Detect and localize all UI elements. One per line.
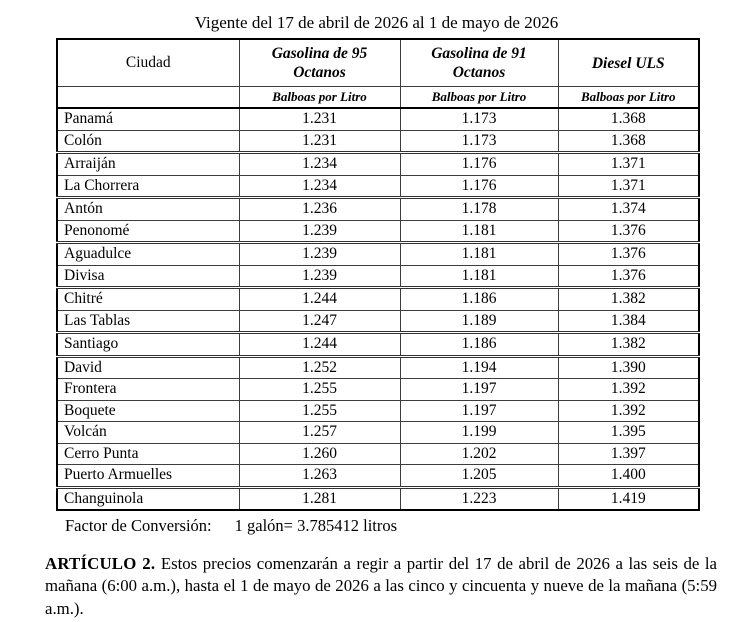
price-cell-diesel: 1.382 (558, 333, 699, 357)
price-cell-g91: 1.202 (400, 443, 558, 465)
city-cell: Changuinola (57, 487, 239, 510)
price-cell-diesel: 1.392 (558, 379, 699, 401)
table-row (57, 356, 699, 379)
price-cell-diesel: 1.371 (558, 153, 699, 176)
price-cell-g95: 1.234 (239, 175, 400, 198)
units-cell-gasolina-95: Balboas por Litro (239, 87, 400, 109)
table-row (57, 400, 699, 422)
price-cell-g95: 1.231 (239, 108, 400, 130)
city-cell: Puerto Armuelles (57, 465, 239, 488)
city-cell: Colón (57, 130, 239, 153)
conversion-factor-label: Factor de Conversión: (65, 516, 212, 535)
price-cell-diesel: 1.374 (558, 198, 699, 221)
price-cell-g91: 1.176 (400, 153, 558, 176)
price-cell-g95: 1.263 (239, 465, 400, 488)
column-header-gasolina-95: Gasolina de 95 Octanos (239, 39, 400, 87)
price-cell-g95: 1.231 (239, 130, 400, 153)
price-cell-g91: 1.181 (400, 243, 558, 266)
price-cell-g95: 1.244 (239, 333, 400, 357)
city-cell: Volcán (57, 422, 239, 444)
city-cell: Chitré (57, 288, 239, 311)
price-cell-diesel: 1.368 (558, 108, 699, 130)
price-cell-g95: 1.252 (239, 356, 400, 379)
price-cell-g95: 1.260 (239, 443, 400, 465)
conversion-factor-line (65, 516, 753, 536)
table-row (57, 310, 699, 333)
price-cell-g95: 1.239 (239, 243, 400, 266)
city-cell: Arraiján (57, 153, 239, 176)
price-cell-g95: 1.239 (239, 265, 400, 288)
price-cell-g91: 1.205 (400, 465, 558, 488)
column-header-gasolina-91: Gasolina de 91 Octanos (400, 39, 558, 87)
city-cell: Aguadulce (57, 243, 239, 266)
price-cell-diesel: 1.371 (558, 175, 699, 198)
article-2-body: Estos precios comenzarán a regir a partir del 17 de abril de 2026 a las seis de la mañana (6:00 a.m.), hasta el 1 de mayo de 2026 a las cinco y cincuenta y nueve de la mañana (5:59 a.m.). (45, 554, 718, 618)
price-cell-g95: 1.234 (239, 153, 400, 176)
city-cell: Frontera (57, 379, 239, 401)
price-cell-g95: 1.255 (239, 400, 400, 422)
table-row (57, 443, 699, 465)
fuel-price-table-header (57, 39, 699, 108)
price-cell-diesel: 1.382 (558, 288, 699, 311)
city-cell: David (57, 356, 239, 379)
price-cell-g95: 1.247 (239, 310, 400, 333)
price-cell-g95: 1.255 (239, 379, 400, 401)
price-cell-g91: 1.194 (400, 356, 558, 379)
price-table-body (57, 108, 699, 510)
table-row (57, 465, 699, 488)
table-row (57, 130, 699, 153)
price-cell-g95: 1.239 (239, 220, 400, 243)
price-cell-diesel: 1.419 (558, 487, 699, 510)
price-cell-g91: 1.223 (400, 487, 558, 510)
price-cell-g91: 1.197 (400, 400, 558, 422)
city-cell: La Chorrera (57, 175, 239, 198)
table-row (57, 108, 699, 130)
table-row (57, 379, 699, 401)
city-cell: Las Tablas (57, 310, 239, 333)
price-cell-diesel: 1.395 (558, 422, 699, 444)
conversion-factor-value: 1 galón= 3.785412 litros (234, 516, 398, 535)
price-cell-g95: 1.281 (239, 487, 400, 510)
price-cell-g91: 1.197 (400, 379, 558, 401)
table-row (57, 422, 699, 444)
table-row (57, 487, 699, 510)
price-cell-g91: 1.178 (400, 198, 558, 221)
city-cell: Cerro Punta (57, 443, 239, 465)
header-row (57, 39, 699, 87)
city-cell: Penonomé (57, 220, 239, 243)
city-cell: Divisa (57, 265, 239, 288)
table-row (57, 265, 699, 288)
price-cell-diesel: 1.397 (558, 443, 699, 465)
price-cell-diesel: 1.376 (558, 243, 699, 266)
table-row (57, 333, 699, 357)
price-cell-g91: 1.173 (400, 130, 558, 153)
price-cell-g95: 1.244 (239, 288, 400, 311)
units-cell-gasolina-91: Balboas por Litro (400, 87, 558, 109)
table-row (57, 220, 699, 243)
price-cell-g91: 1.186 (400, 288, 558, 311)
units-cell-diesel-uls: Balboas por Litro (558, 87, 699, 109)
column-header-diesel-uls: Diesel ULS (558, 39, 699, 87)
fuel-price-table (56, 38, 700, 511)
table-row (57, 288, 699, 311)
validity-period-title: Vigente del 17 de abril de 2026 al 1 de mayo de 2026 (194, 13, 559, 32)
price-cell-g95: 1.257 (239, 422, 400, 444)
price-cell-g91: 1.176 (400, 175, 558, 198)
price-cell-diesel: 1.400 (558, 465, 699, 488)
price-cell-diesel: 1.390 (558, 356, 699, 379)
table-row (57, 153, 699, 176)
table-row (57, 243, 699, 266)
price-cell-diesel: 1.384 (558, 310, 699, 333)
city-cell: Boquete (57, 400, 239, 422)
city-cell: Panamá (57, 108, 239, 130)
price-cell-g91: 1.173 (400, 108, 558, 130)
price-cell-g91: 1.181 (400, 220, 558, 243)
price-cell-diesel: 1.392 (558, 400, 699, 422)
price-cell-diesel: 1.376 (558, 265, 699, 288)
price-cell-g91: 1.181 (400, 265, 558, 288)
article-2-paragraph (45, 553, 717, 620)
price-cell-g91: 1.186 (400, 333, 558, 357)
price-cell-g91: 1.189 (400, 310, 558, 333)
city-cell: Santiago (57, 333, 239, 357)
price-cell-g95: 1.236 (239, 198, 400, 221)
units-cell-empty (57, 87, 239, 109)
table-row (57, 175, 699, 198)
price-cell-diesel: 1.376 (558, 220, 699, 243)
table-row (57, 198, 699, 221)
city-cell: Antón (57, 198, 239, 221)
article-2-heading: ARTÍCULO 2. (45, 554, 156, 573)
column-header-ciudad: Ciudad (57, 39, 239, 87)
units-row (57, 87, 699, 109)
price-cell-g91: 1.199 (400, 422, 558, 444)
price-cell-diesel: 1.368 (558, 130, 699, 153)
